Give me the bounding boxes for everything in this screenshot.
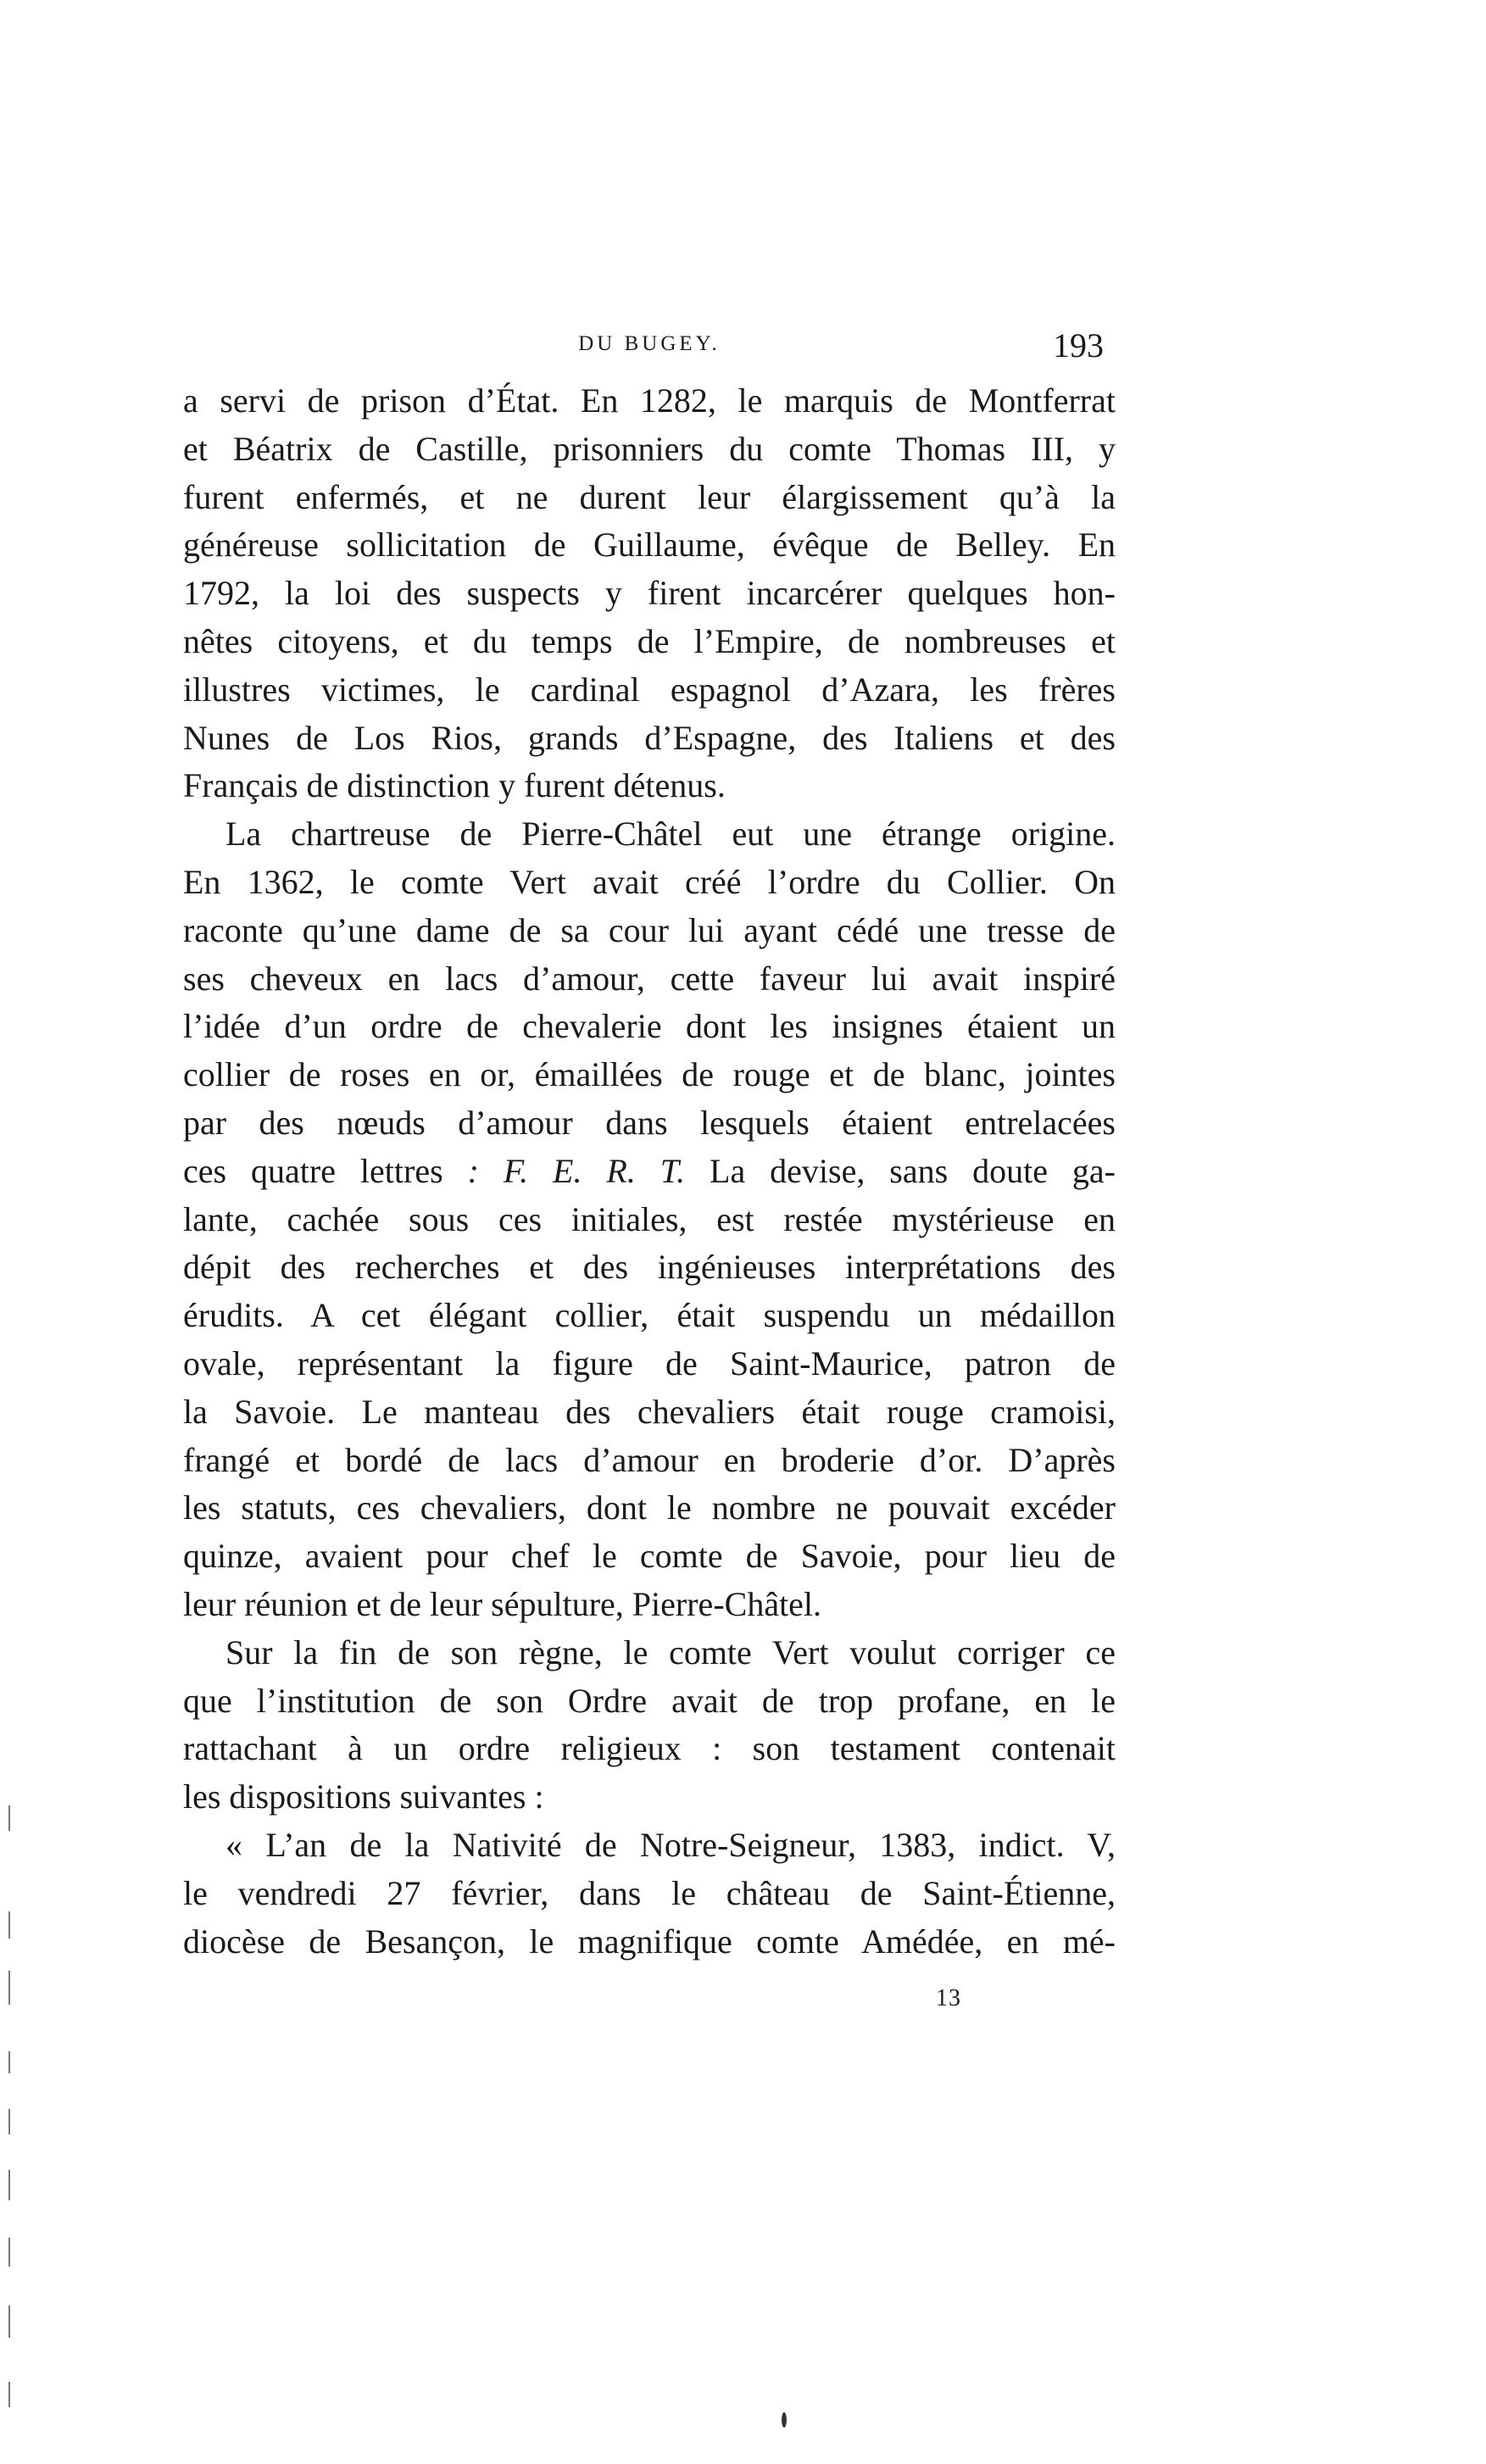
text-line: érudits. A cet élégant collier, était suspendu un médaillon: [183, 1296, 1116, 1335]
text-line: En 1362, le comte Vert avait créé l’ordre du Collier. On: [183, 862, 1116, 901]
text-line: et Béatrix de Castille, prisonniers du comte Thomas III, y: [183, 429, 1116, 468]
scan-speck: [782, 2412, 787, 2428]
text-line: le vendredi 27 février, dans le château de Saint-Étienne,: [183, 1873, 1116, 1912]
text-line: diocèse de Besançon, le magnifique comte Amédée, en mé-: [183, 1922, 1116, 1961]
text-segment: La devise, sans doute ga-: [685, 1151, 1116, 1190]
scan-artifact: [8, 2382, 10, 2407]
text-line: frangé et bordé de lacs d’amour en broderie d’or. D’après: [183, 1440, 1116, 1479]
text-line: furent enfermés, et ne durent leur élargissement qu’à la: [183, 477, 1116, 516]
text-line: a servi de prison d’État. En 1282, le marquis de Montferrat: [183, 381, 1116, 420]
scan-artifact: [8, 2109, 10, 2134]
text-line: collier de roses en or, émaillées de rouge et de blanc, jointes: [183, 1055, 1116, 1094]
text-line: Français de distinction y furent détenus.: [183, 766, 726, 805]
scan-artifact: [8, 1805, 10, 1831]
running-head: [183, 325, 1116, 376]
text-line: [183, 1148, 1116, 1196]
text-line: la Savoie. Le manteau des chevaliers était rouge cramoisi,: [183, 1392, 1116, 1431]
scan-artifact: [8, 2238, 10, 2267]
text-line: Sur la fin de son règne, le comte Vert voulut corriger ce: [225, 1632, 1116, 1671]
scan-artifact: [8, 2170, 10, 2200]
body-text: [183, 377, 1116, 1966]
text-segment: ces quatre lettres: [183, 1151, 468, 1190]
text-line: raconte qu’une dame de sa cour lui ayant cédé une tresse de: [183, 910, 1116, 949]
running-title: DU BUGEY.: [578, 332, 721, 355]
text-line: La chartreuse de Pierre-Châtel eut une étrange origine.: [225, 815, 1116, 854]
text-line: dépit des recherches et des ingénieuses interprétations des: [183, 1248, 1116, 1287]
text-line: les dispositions suivantes :: [183, 1777, 544, 1816]
text-line: ovale, représentant la figure de Saint-Maurice, patron de: [183, 1343, 1116, 1382]
page-number: 193: [1053, 326, 1104, 364]
text-line: rattachant à un ordre religieux : son testament contenait: [183, 1729, 1116, 1768]
scan-artifact: [8, 2305, 10, 2338]
italic-letters: : F. E. R. T.: [467, 1151, 686, 1190]
text-line: les statuts, ces chevaliers, dont le nombre ne pouvait excéder: [183, 1488, 1116, 1527]
text-line: leur réunion et de leur sépulture, Pierre-Châtel.: [183, 1584, 822, 1623]
text-line: Nunes de Los Rios, grands d’Espagne, des Italiens et des: [183, 718, 1116, 757]
text-line: ses cheveux en lacs d’amour, cette faveur lui avait inspiré: [183, 959, 1116, 998]
scan-artifact: [8, 1971, 10, 2005]
scan-artifact: [8, 2051, 10, 2073]
text-line: 1792, la loi des suspects y firent incarcérer quelques hon-: [183, 574, 1116, 613]
text-line: l’idée d’un ordre de chevalerie dont les insignes étaient un: [183, 1007, 1116, 1046]
text-line: quinze, avaient pour chef le comte de Savoie, pour lieu de: [183, 1537, 1116, 1576]
text-line: généreuse sollicitation de Guillaume, évêque de Belley. En: [183, 526, 1116, 565]
text-line: nêtes citoyens, et du temps de l’Empire, de nombreuses et: [183, 621, 1116, 660]
text-line: que l’institution de son Ordre avait de trop profane, en le: [183, 1681, 1116, 1720]
text-line: illustres victimes, le cardinal espagnol d’Azara, les frères: [183, 670, 1116, 709]
text-line: lante, cachée sous ces initiales, est restée mystérieuse en: [183, 1199, 1116, 1238]
signature-mark: 13: [936, 1985, 961, 2011]
text-line: « L’an de la Nativité de Notre-Seigneur, 1383, indict. V,: [225, 1825, 1116, 1864]
scan-artifact: [8, 1911, 10, 1938]
text-line: par des nœuds d’amour dans lesquels étaient entrelacées: [183, 1103, 1116, 1142]
